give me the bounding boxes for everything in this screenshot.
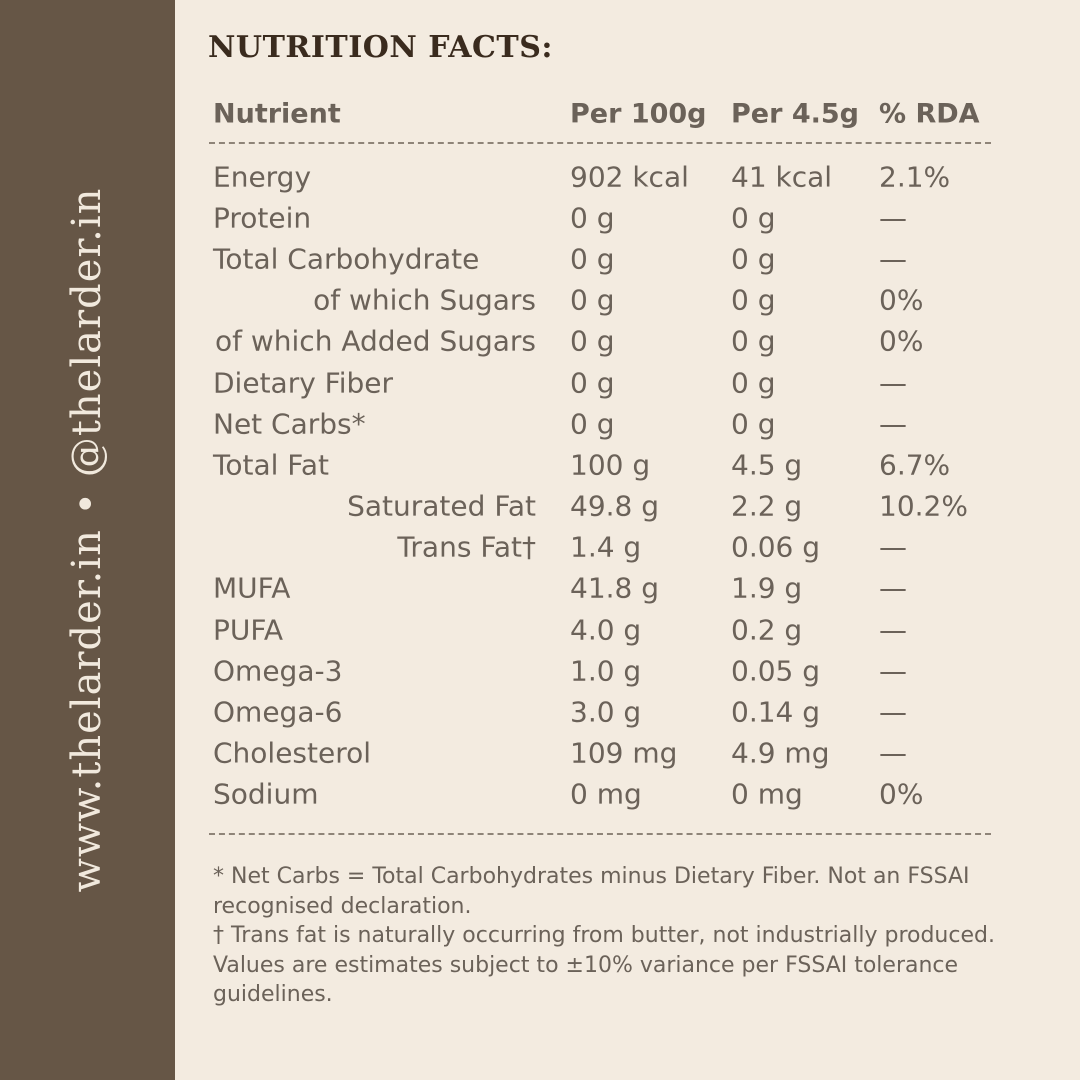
table-row bbox=[213, 280, 993, 321]
value-per-100g: 0 mg bbox=[570, 777, 642, 811]
value-per-4-5g: 0 g bbox=[731, 366, 776, 400]
column-header-nutrient: Nutrient bbox=[213, 98, 341, 130]
value-per-100g: 41.8 g bbox=[570, 571, 660, 605]
table-row bbox=[213, 733, 993, 774]
nutrition-table bbox=[213, 90, 993, 835]
nutrient-name: Omega-6 bbox=[213, 695, 343, 729]
value-per-4-5g: 0.2 g bbox=[731, 613, 803, 647]
value-per-4-5g: 0.14 g bbox=[731, 695, 821, 729]
footnote-net-carbs: * Net Carbs = Total Carbohydrates minus Dietary Fiber. Not an FSSAI recognised declaration. bbox=[213, 864, 970, 919]
value-per-100g: 0 g bbox=[570, 283, 615, 317]
value-per-4-5g: 0.05 g bbox=[731, 654, 821, 688]
value-per-100g: 0 g bbox=[570, 324, 615, 358]
nutrient-name: Trans Fat† bbox=[397, 530, 536, 564]
column-header-per-100g: Per 100g bbox=[570, 98, 707, 130]
value-per-4-5g: 0 g bbox=[731, 242, 776, 276]
nutrient-name: of which Sugars bbox=[313, 283, 536, 317]
value-per-100g: 0 g bbox=[570, 201, 615, 235]
table-row bbox=[213, 568, 993, 609]
table-row bbox=[213, 156, 993, 197]
table-row bbox=[213, 527, 993, 568]
value-rda: — bbox=[879, 613, 907, 647]
value-rda: — bbox=[879, 242, 907, 276]
value-rda: 0% bbox=[879, 777, 924, 811]
value-rda: — bbox=[879, 736, 907, 770]
value-rda: 10.2% bbox=[879, 489, 968, 523]
footnote-variance: Values are estimates subject to ±10% variance per FSSAI tolerance guidelines. bbox=[213, 952, 959, 1007]
nutrient-name: Protein bbox=[213, 201, 312, 235]
value-per-100g: 1.4 g bbox=[570, 530, 642, 564]
sidebar-band bbox=[0, 0, 175, 1080]
value-per-4-5g: 0 g bbox=[731, 201, 776, 235]
value-rda: — bbox=[879, 530, 907, 564]
value-rda: 0% bbox=[879, 283, 924, 317]
nutrient-name: PUFA bbox=[213, 613, 284, 647]
value-rda: — bbox=[879, 654, 907, 688]
page-title: NUTRITION FACTS: bbox=[208, 30, 553, 65]
value-per-4-5g: 0 mg bbox=[731, 777, 803, 811]
nutrient-name: Omega-3 bbox=[213, 654, 343, 688]
table-row bbox=[213, 650, 993, 691]
value-per-100g: 902 kcal bbox=[570, 160, 689, 194]
value-per-4-5g: 0 g bbox=[731, 324, 776, 358]
nutrient-name: Cholesterol bbox=[213, 736, 372, 770]
table-row bbox=[213, 197, 993, 238]
value-per-4-5g: 0 g bbox=[731, 407, 776, 441]
value-per-4-5g: 41 kcal bbox=[731, 160, 833, 194]
table-row bbox=[213, 444, 993, 485]
table-row bbox=[213, 362, 993, 403]
table-row bbox=[213, 609, 993, 650]
value-per-4-5g: 1.9 g bbox=[731, 571, 803, 605]
value-rda: — bbox=[879, 571, 907, 605]
value-rda: 2.1% bbox=[879, 160, 951, 194]
nutrient-name: MUFA bbox=[213, 571, 291, 605]
value-rda: — bbox=[879, 407, 907, 441]
value-rda: — bbox=[879, 201, 907, 235]
column-header-per-4-5g: Per 4.5g bbox=[731, 98, 859, 130]
nutrient-name: of which Added Sugars bbox=[214, 324, 536, 358]
value-per-100g: 109 mg bbox=[570, 736, 678, 770]
value-rda: 0% bbox=[879, 324, 924, 358]
top-divider bbox=[209, 142, 991, 144]
value-per-100g: 3.0 g bbox=[570, 695, 642, 729]
value-per-4-5g: 0 g bbox=[731, 283, 776, 317]
nutrient-name: Net Carbs* bbox=[213, 407, 366, 441]
table-row bbox=[213, 774, 993, 815]
bottom-divider bbox=[209, 833, 991, 835]
nutrient-name: Total Carbohydrate bbox=[213, 242, 480, 276]
nutrient-name: Dietary Fiber bbox=[213, 366, 394, 400]
nutrient-name: Total Fat bbox=[213, 448, 329, 482]
value-per-100g: 0 g bbox=[570, 407, 615, 441]
value-rda: 6.7% bbox=[879, 448, 951, 482]
nutrient-name: Saturated Fat bbox=[347, 489, 536, 523]
sidebar-website-handle: www.thelarder.in • @thelarder.in bbox=[64, 187, 110, 893]
value-per-4-5g: 4.5 g bbox=[731, 448, 803, 482]
value-per-100g: 0 g bbox=[570, 242, 615, 276]
nutrient-name: Energy bbox=[213, 160, 312, 194]
table-row bbox=[213, 486, 993, 527]
value-per-4-5g: 0.06 g bbox=[731, 530, 821, 564]
value-per-100g: 1.0 g bbox=[570, 654, 642, 688]
table-row bbox=[213, 321, 993, 362]
value-per-100g: 0 g bbox=[570, 366, 615, 400]
table-row bbox=[213, 403, 993, 444]
value-per-100g: 49.8 g bbox=[570, 489, 660, 523]
footnote-trans-fat: † Trans fat is naturally occurring from butter, not industrially produced. bbox=[213, 923, 995, 948]
value-per-100g: 4.0 g bbox=[570, 613, 642, 647]
footnotes bbox=[213, 862, 1003, 1010]
nutrition-panel bbox=[175, 0, 1080, 1080]
table-row bbox=[213, 691, 993, 732]
value-per-4-5g: 4.9 mg bbox=[731, 736, 830, 770]
table-header bbox=[213, 90, 993, 138]
nutrient-name: Sodium bbox=[213, 777, 319, 811]
value-rda: — bbox=[879, 695, 907, 729]
value-per-4-5g: 2.2 g bbox=[731, 489, 803, 523]
column-header-rda: % RDA bbox=[879, 98, 980, 130]
value-per-100g: 100 g bbox=[570, 448, 651, 482]
table-row bbox=[213, 238, 993, 279]
value-rda: — bbox=[879, 366, 907, 400]
